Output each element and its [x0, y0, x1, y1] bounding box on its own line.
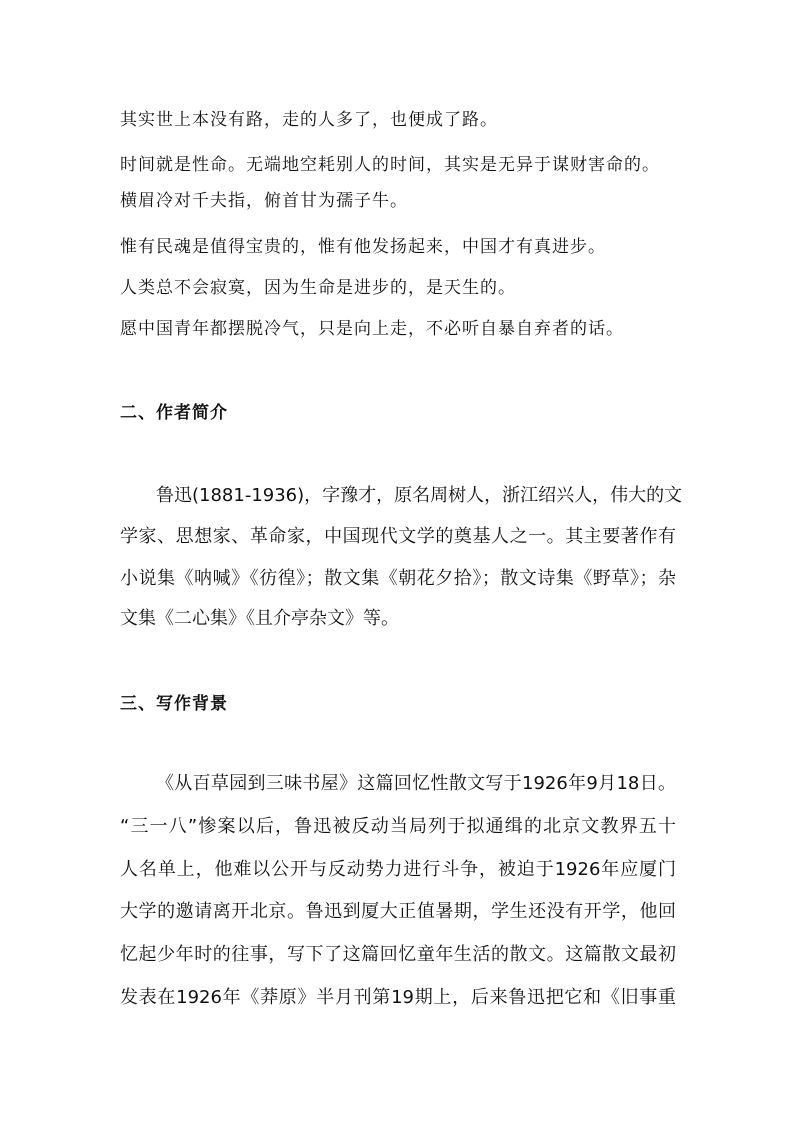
paragraph-line: 学家、思想家、革命家，中国现代文学的奠基人之一。其主要著作有: [120, 526, 676, 547]
paragraph-line: 鲁迅(1881-1936)，字豫才，原名周树人，浙江绍兴人，伟大的文: [156, 485, 683, 506]
paragraph-line: “三一八”惨案以后，鲁迅被反动当局列于拟通缉的北京文教界五十: [120, 816, 676, 837]
paragraph-line: 小说集《呐喊》《彷徨》；散文集《朝花夕拾》；散文诗集《野草》；杂: [120, 568, 676, 589]
quote-line: 时间就是性命。无端地空耗别人的时间，其实是无异于谋财害命的。: [120, 155, 660, 175]
quote-line: 横眉冷对千夫指，俯首甘为孺子牛。: [120, 191, 408, 211]
paragraph-line: 人名单上，他难以公开与反动势力进行斗争，被迫于1926年应厦门: [120, 859, 676, 880]
quote-line: 人类总不会寂寞，因为生命是进步的，是天生的。: [120, 278, 516, 298]
paragraph-line: 《从百草园到三味书屋》这篇回忆性散文写于1926年9月18日。: [156, 773, 676, 794]
paragraph-line: 文集《二心集》《且介亭杂文》等。: [120, 608, 399, 629]
paragraph-line: 发表在1926年《莽原》半月刊第19期上，后来鲁迅把它和《旧事重: [120, 987, 676, 1008]
paragraph-line: 大学的邀请离开北京。鲁迅到厦大正值暑期，学生还没有开学，他回: [120, 901, 676, 922]
quote-line: 惟有民魂是值得宝贵的，惟有他发扬起来，中国才有真进步。: [120, 237, 606, 257]
section-heading-author: 二、作者简介: [120, 403, 228, 423]
section-heading-background: 三、写作背景: [120, 694, 228, 714]
quote-line: 愿中国青年都摆脱冷气，只是向上走，不必听自暴自弃者的话。: [120, 319, 624, 339]
quote-line: 其实世上本没有路，走的人多了，也便成了路。: [120, 110, 498, 130]
paragraph-line: 忆起少年时的往事，写下了这篇回忆童年生活的散文。这篇散文最初: [120, 944, 676, 965]
